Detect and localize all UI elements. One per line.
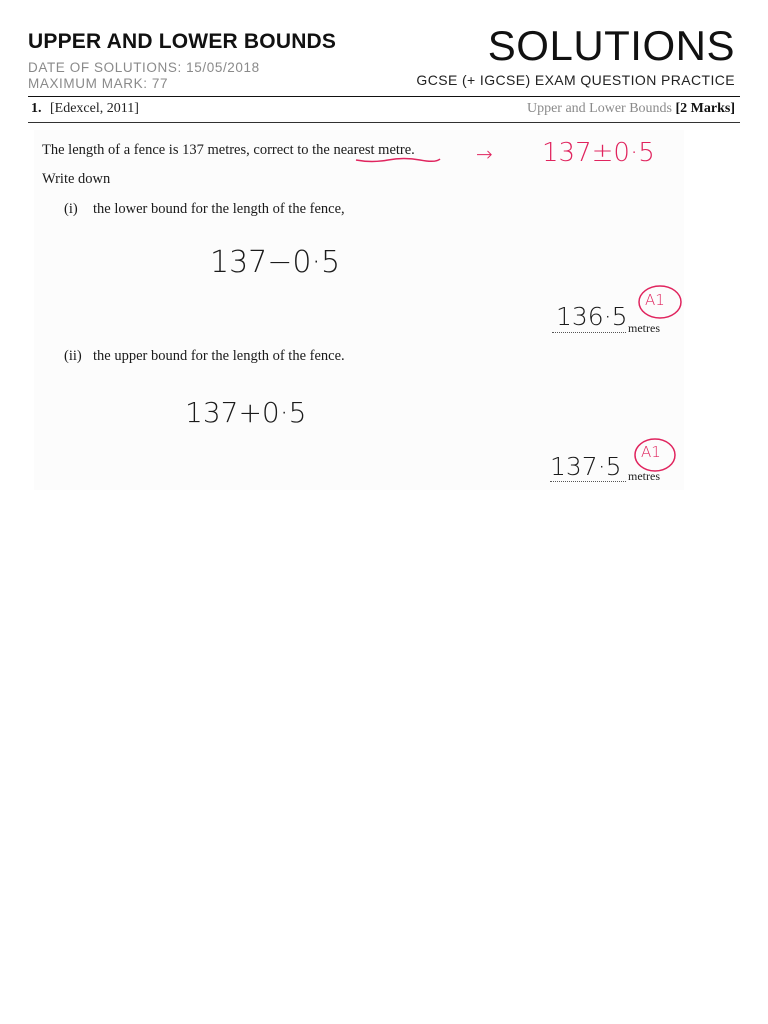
part-ii-answer: 137·5	[550, 452, 622, 481]
part-i-mark: A1	[645, 291, 665, 309]
part-i-mark-circle	[639, 286, 681, 318]
part-ii-label: (ii)	[64, 348, 82, 364]
part-i-label: (i)	[64, 201, 78, 217]
question-marks: [2 Marks]	[675, 101, 735, 116]
question-instruction: Write down	[42, 171, 111, 187]
solutions-title: SOLUTIONS	[487, 22, 735, 69]
nearest-metre-underline	[356, 159, 440, 162]
bounds-annotation: 137±0·5	[542, 138, 655, 168]
date-of-solutions: DATE OF SOLUTIONS: 15/05/2018	[28, 60, 260, 75]
topic-title: UPPER AND LOWER BOUNDS	[28, 30, 337, 53]
part-ii-mark-circle	[635, 439, 675, 471]
question-number: 1.	[31, 101, 42, 116]
question-stem: The length of a fence is 137 metres, correct to the nearest metre.	[42, 142, 415, 158]
part-i-units: metres	[628, 321, 660, 335]
part-i-answer: 136·5	[556, 302, 628, 331]
part-ii-mark: A1	[641, 443, 661, 461]
part-i-working: 137−0·5	[210, 245, 341, 280]
question-topic: Upper and Lower Bounds	[526, 101, 672, 116]
exam-subtitle: GCSE (+ IGCSE) EXAM QUESTION PRACTICE	[416, 72, 735, 88]
question-source: [Edexcel, 2011]	[50, 101, 139, 116]
part-i-text: the lower bound for the length of the fence,	[93, 201, 345, 217]
part-ii-working: 137+0·5	[185, 396, 307, 429]
maximum-mark: MAXIMUM MARK: 77	[28, 76, 169, 91]
part-ii-units: metres	[628, 469, 660, 483]
part-ii-text: the upper bound for the length of the fence.	[93, 348, 345, 364]
arrow-annotation: →	[476, 142, 493, 166]
